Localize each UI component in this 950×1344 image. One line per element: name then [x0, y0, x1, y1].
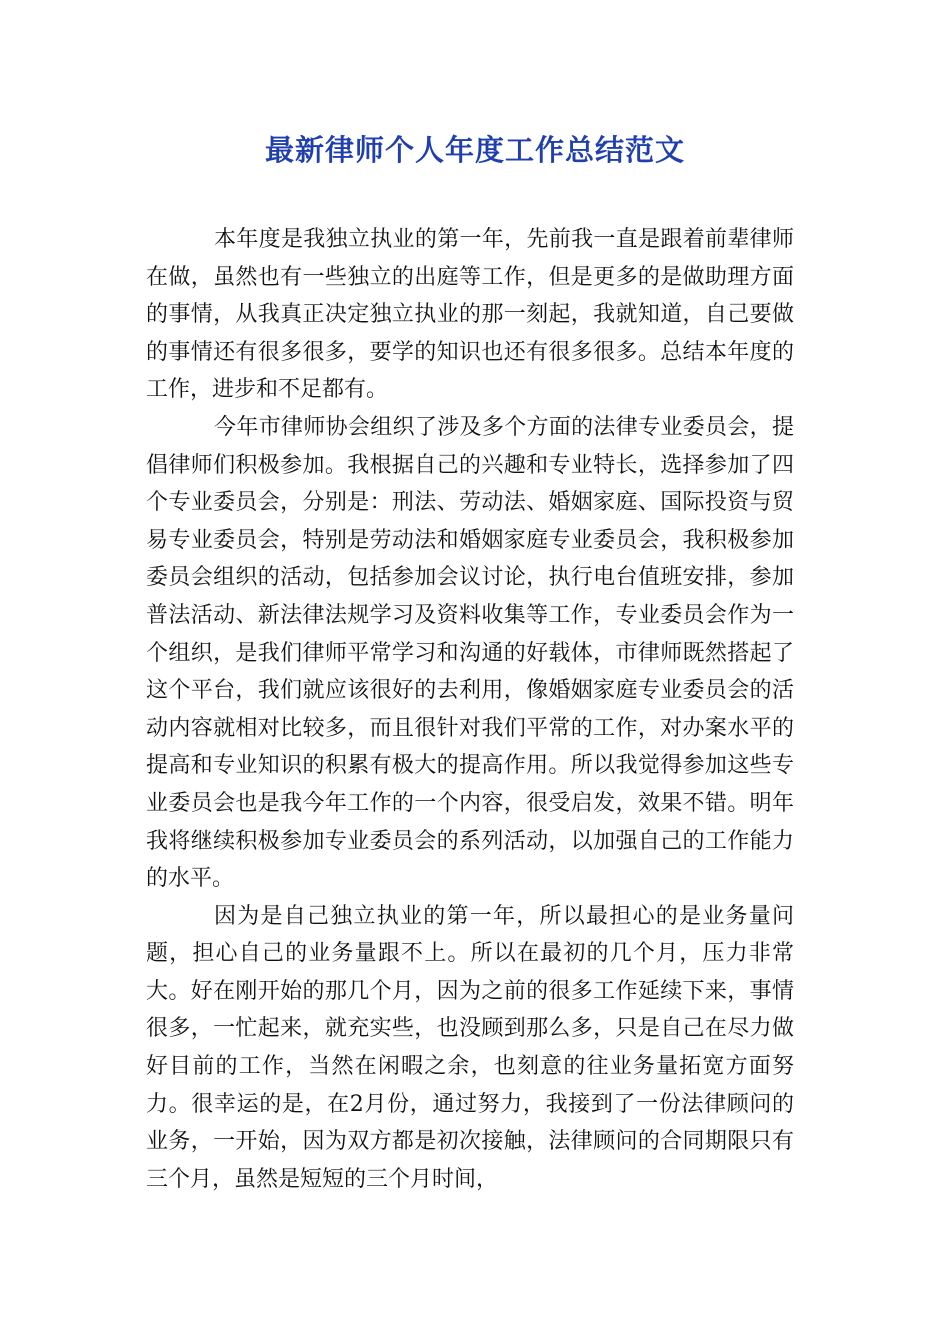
paragraph-2: 今年市律师协会组织了涉及多个方面的法律专业委员会，提倡律师们积极参加。我根据自己的兴趣和专业特长，选择参加了四个专业委员会，分别是：刑法、劳动法、婚姻家庭、国际投资与贸易专业委员会，特别是劳动法和婚姻家庭专业委员会，我积极参加委员会组织的活动，包括参加会议讨论，执行电台值班安排，参加普法活动、新法律法规学习及资料收集等工作，专业委员会作为一个组织，是我们律师平常学习和沟通的好载体，市律师既然搭起了这个平台，我们就应该很好的去利用，像婚姻家庭专业委员会的活动内容就相对比较多，而且很针对我们平常的工作，对办案水平的提高和专业知识的积累有极大的提高作用。所以我觉得参加这些专业委员会也是我今年工作的一个内容，很受启发，效果不错。明年我将继续积极参加专业委员会的系列活动，以加强自己的工作能力的水平。: [146, 414, 794, 892]
document-title: 最新律师个人年度工作总结范文: [264, 133, 685, 167]
paragraph-1: 本年度是我独立执业的第一年，先前我一直是跟着前辈律师在做，虽然也有一些独立的出庭等工作，但是更多的是做助理方面的事情，从我真正决定独立执业的那一刻起，我就知道，自己要做的事情还有很多很多，要学的知识也还有很多很多。总结本年度的工作，进步和不足都有。: [146, 227, 794, 403]
document-body: [146, 221, 794, 1198]
paragraph-3: 因为是自己独立执业的第一年，所以最担心的是业务量问题，担心自己的业务量跟不上。所以在最初的几个月，压力非常大。好在刚开始的那几个月，因为之前的很多工作延续下来，事情很多，一忙起来，就充实些，也没顾到那么多，只是自己在尽力做好目前的工作，当然在闲暇之余，也刻意的往业务量拓宽方面努力。很幸运的是，在2月份，通过努力，我接到了一份法律顾问的业务，一开始，因为双方都是初次接触，法律顾问的合同期限只有三个月，虽然是短短的三个月时间，: [146, 903, 794, 1192]
